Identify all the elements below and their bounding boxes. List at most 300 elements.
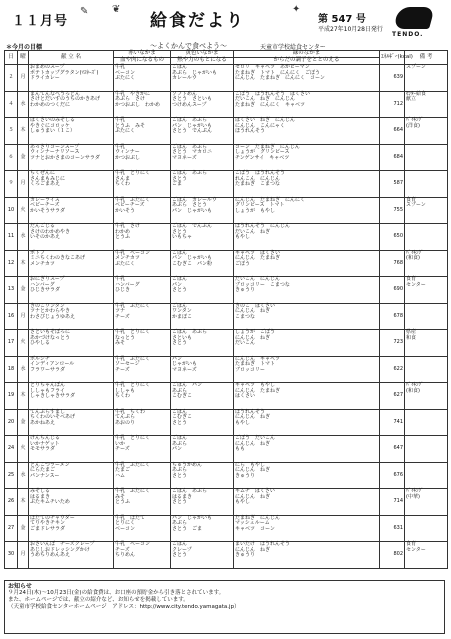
table-row	[5, 171, 448, 198]
red-cell-line: ぶたにく	[115, 75, 136, 81]
green-cell	[234, 462, 380, 489]
table-row	[5, 303, 448, 330]
menu-cell-line: はくさいのみそしる	[30, 117, 76, 123]
table-row	[5, 330, 448, 357]
yellow-cell-line: ごはん あぶら	[172, 488, 208, 494]
yellow-cell	[171, 118, 234, 145]
note-cell-line: (和食)	[406, 387, 420, 394]
menu-cell-line: さんまもみじに	[30, 175, 66, 182]
menu-cell-line: はるまき	[30, 493, 51, 500]
note-cell-line: 県産	[406, 329, 417, 335]
green-cell-line: にんじん ねぎ	[235, 467, 271, 473]
menu-cell-line: ハンバーグ	[30, 281, 55, 288]
dow-cell: 月	[18, 171, 29, 198]
menu-cell-line: あじしおドレッシングかけ	[30, 546, 90, 553]
green-cell-line: だいこん	[235, 340, 256, 346]
notice-box	[4, 580, 445, 634]
note-cell-line: 献立	[406, 96, 417, 102]
yellow-cell-line: さとう	[172, 228, 188, 235]
yellow-cell-line: ごはん あぶら	[172, 329, 208, 335]
red-cell-line: ぶたにく	[115, 260, 136, 267]
yellow-cell-line: はるまき	[172, 493, 193, 500]
red-cell	[114, 65, 171, 92]
day-cell: 12	[5, 250, 18, 277]
yellow-cell-line: さといも	[172, 334, 193, 341]
green-cell	[234, 224, 380, 251]
kcal-cell: 802	[380, 542, 405, 569]
yellow-cell	[171, 356, 234, 383]
menu-cell-line: いかナゲット	[30, 440, 60, 447]
newsletter-header	[0, 0, 451, 50]
notice-title: お知らせ	[8, 583, 32, 590]
note-cell-line: ﾊﾞｲｷﾝｸﾞ	[406, 488, 424, 494]
kcal-cell: 741	[380, 409, 405, 436]
table-row	[5, 436, 448, 463]
kcal-cell: 684	[380, 144, 405, 171]
col-dow: 曜	[18, 51, 29, 65]
menu-cell	[29, 356, 114, 383]
yellow-cell	[171, 65, 234, 92]
menu-cell	[29, 330, 114, 357]
menu-cell-line: ごまドレサラダ	[30, 525, 65, 532]
red-cell-line: ぶたにく	[115, 128, 136, 134]
menu-cell-line: にらたまご	[30, 467, 56, 473]
yellow-cell	[171, 250, 234, 277]
menu-cell	[29, 515, 114, 542]
dow-cell: 火	[18, 330, 29, 357]
logo-mark	[393, 7, 435, 29]
note-cell	[405, 277, 448, 304]
red-cell	[114, 356, 171, 383]
note-cell	[405, 91, 448, 118]
green-cell-line: たまねぎ にんじん	[235, 514, 281, 521]
note-cell	[405, 303, 448, 330]
yellow-cell-line: マヨネーズ	[172, 366, 197, 373]
menu-cell-line: あっさりコーンスープ	[30, 143, 80, 150]
menu-cell	[29, 65, 114, 92]
red-cell-line: とうふ	[115, 234, 131, 240]
green-cell-line: にんじん たまねぎ	[235, 387, 281, 394]
table-row	[5, 250, 448, 277]
yellow-cell-line: パン	[172, 281, 183, 288]
green-cell	[234, 171, 380, 198]
menu-cell-line: ポテトカップグラタン(ﾏﾖﾈｰｽﾞ)	[30, 69, 99, 76]
kcal-cell: 723	[380, 330, 405, 357]
red-cell	[114, 383, 171, 410]
green-cell-line: ごぼう ほうれんそう	[235, 170, 286, 176]
red-cell-line: チーズ	[115, 446, 130, 452]
menu-cell-line: いそのかあえ	[30, 234, 61, 240]
green-cell-line: キャベツ もやし	[235, 382, 276, 388]
red-cell-line: ベーコン	[115, 69, 136, 76]
green-cell-line: だいこん にんじん	[235, 276, 281, 282]
yellow-cell	[171, 436, 234, 463]
green-cell-line: にんじん たまねぎ	[235, 255, 281, 261]
red-cell-line: 牛乳 ベーコン	[115, 249, 151, 256]
green-cell	[234, 356, 380, 383]
red-cell	[114, 436, 171, 463]
table-row	[5, 542, 448, 569]
yellow-cell-line: じゃがいも	[172, 361, 198, 367]
kcal-cell: 639	[380, 65, 405, 92]
green-cell-line: はくさい	[235, 393, 256, 399]
table-row	[5, 65, 448, 92]
yellow-cell	[171, 489, 234, 516]
yellow-cell-line: ごはん	[172, 302, 188, 309]
menu-cell-line: わさびじょうゆあえ	[30, 313, 76, 320]
note-cell-line: ﾊﾞｲｷﾝｸﾞ	[406, 382, 424, 388]
green-cell-line: たまねぎ トマト	[235, 361, 276, 367]
menu-cell	[29, 542, 114, 569]
day-cell: 30	[5, 542, 18, 569]
menu-cell	[29, 436, 114, 463]
yellow-cell-line: ソフトめん	[172, 90, 198, 97]
red-cell-line: とうふ みそ	[115, 122, 146, 129]
green-cell-line: ほうれんそう	[235, 128, 266, 134]
menu-cell-line: インディアンロール	[30, 361, 75, 367]
yellow-cell-line: さとう	[172, 340, 188, 346]
table-row	[5, 118, 448, 145]
kcal-cell: 627	[380, 383, 405, 410]
col-yellow-sub: 熱や力のもとになる	[171, 58, 234, 65]
yellow-cell	[171, 542, 234, 569]
yellow-cell-line: パン じゃがいも	[172, 207, 213, 214]
red-cell	[114, 91, 171, 118]
green-cell-line: はくさい ねぎ にんじん	[235, 117, 296, 123]
note-cell	[405, 356, 448, 383]
yellow-cell-line: さとう	[172, 499, 188, 505]
note-cell	[405, 224, 448, 251]
menu-cell-line: ほたてのチャウダー	[30, 514, 75, 521]
green-cell-line: たまねぎ トマト にんにく ごぼう	[235, 69, 321, 76]
menu-cell	[29, 171, 114, 198]
yellow-cell	[171, 515, 234, 542]
yellow-cell-line: あぶら さとう	[172, 202, 208, 208]
green-cell-line: にんじん ねぎ	[235, 440, 271, 447]
yellow-cell-line: ちゅうかめん	[172, 461, 203, 468]
menu-cell-line: みそしる	[30, 488, 51, 494]
yellow-cell-line: こむぎこ	[172, 393, 193, 399]
green-cell-line: ごぼう	[235, 260, 251, 267]
note-cell-line: ﾊﾞｲｷﾝｸﾞ	[406, 117, 424, 123]
red-cell-line: かつおぶし わかめ	[115, 101, 161, 108]
menu-cell-line: あかづけなっとう	[30, 334, 71, 341]
green-cell-line: しょうが もやし	[235, 207, 276, 214]
note-cell-line: 食育	[406, 276, 417, 282]
yellow-cell-line: マヨネーズ	[172, 154, 197, 161]
note-cell-line: 和食	[406, 334, 417, 341]
dow-cell: 金	[18, 409, 29, 436]
day-cell: 17	[5, 330, 18, 357]
col-green-sub: からだの調子をととのえる	[234, 58, 380, 65]
note-cell	[405, 250, 448, 277]
yellow-cell	[171, 171, 234, 198]
dow-cell: 月	[18, 303, 29, 330]
yellow-cell	[171, 197, 234, 224]
menu-cell-line: あかねあえ	[30, 419, 56, 426]
yellow-cell-line: こむぎこ	[172, 414, 193, 420]
dow-cell: 月	[18, 65, 29, 92]
day-cell: 26	[5, 489, 18, 516]
yellow-cell-line: ごま	[172, 181, 183, 187]
yellow-cell-line: さとう さといも	[172, 96, 213, 102]
red-cell-line: 牛乳 ぶたにく	[115, 488, 151, 494]
tendo-logo	[392, 5, 436, 41]
green-cell-line: チンゲンサイ キャベツ	[235, 154, 290, 161]
note-cell-line: (洋食)	[406, 122, 420, 129]
yellow-cell-line: ごはん パン	[172, 382, 203, 388]
red-cell-line: たまご	[115, 467, 131, 473]
table-row	[5, 224, 448, 251]
menu-cell-line: モモサラダ	[30, 446, 55, 452]
menu-cell-line: てんぷらすまし	[30, 408, 66, 415]
menu-cell-line: しゃきしゃきサラダ	[30, 393, 75, 399]
red-cell-line: ししゃも	[115, 387, 136, 394]
menu-cell-line: ちくぜんに	[30, 170, 56, 176]
red-cell-line: わかめ	[115, 228, 131, 235]
dow-cell: 水	[18, 224, 29, 251]
green-cell-line: にんじん ねぎ	[235, 334, 271, 341]
green-cell	[234, 489, 380, 516]
menu-cell-line: けんちんじる	[30, 435, 61, 441]
note-cell	[405, 330, 448, 357]
menu-cell-line: まんてんなべうろどん	[30, 90, 81, 97]
yellow-cell-line: ごはん	[172, 64, 188, 70]
yellow-cell-line: パン じゃがいも	[172, 255, 213, 261]
menu-cell-line: とりちゃんぽん	[30, 382, 66, 388]
note-cell	[405, 118, 448, 145]
green-cell	[234, 542, 380, 569]
menu-cell-line: うめちりめんあえ	[30, 552, 71, 558]
green-cell-line: もやし	[235, 419, 251, 426]
sparkle-icon: ✦	[292, 4, 301, 15]
green-cell-line: キャベツ はくさい	[235, 249, 281, 256]
menu-cell-line: くろごまあえ	[30, 181, 61, 187]
kcal-cell: 664	[380, 118, 405, 145]
note-cell	[405, 409, 448, 436]
menu-cell-line: しゅうまい（１こ）	[30, 128, 76, 134]
kcal-cell: 650	[380, 224, 405, 251]
menu-cell-line: わかめのつくだに	[30, 101, 71, 108]
green-cell-line: きゅうり	[235, 552, 256, 558]
yellow-cell-line: あぶら じゃがいも	[172, 69, 218, 76]
green-cell-line: きゅうり	[235, 472, 256, 479]
yellow-cell-line: さとう	[172, 175, 188, 182]
dow-cell: 木	[18, 489, 29, 516]
menu-cell-line: ぶたキムチいため	[30, 499, 70, 505]
yellow-cell	[171, 91, 234, 118]
yellow-cell	[171, 409, 234, 436]
col-menu: 献 立 名	[29, 51, 114, 65]
kcal-cell: 631	[380, 515, 405, 542]
yellow-cell-line: パン	[172, 355, 183, 362]
red-cell-line: ちりめん	[115, 552, 136, 558]
day-cell: 19	[5, 383, 18, 410]
green-cell-line: ブロッコリー	[235, 366, 265, 373]
menu-cell-line: ドライカレー	[30, 75, 60, 81]
red-cell	[114, 224, 171, 251]
menu-cell-line: おまめのスープ	[30, 64, 65, 70]
menu-cell-line: だんごじる	[30, 223, 56, 229]
menu-cell-line: かいそうサラダ	[30, 207, 65, 214]
green-cell-line: にら もやし	[235, 461, 266, 468]
kcal-cell: 678	[380, 303, 405, 330]
red-cell-line: 牛乳 とりにく	[115, 170, 151, 176]
yellow-cell-line: ごはん	[172, 276, 188, 282]
note-cell-line: スプーン	[406, 64, 426, 70]
yellow-cell-line: あぶら	[172, 467, 188, 473]
col-yellow: 黄色いなかま	[171, 51, 234, 58]
issue-month: １１月号	[12, 14, 69, 29]
green-cell-line: にんじん たまねぎ にんにく コーン	[235, 75, 325, 81]
yellow-cell	[171, 330, 234, 357]
menu-cell-line: メンチカツ	[30, 260, 55, 267]
menu-cell	[29, 277, 114, 304]
green-cell-line: にんじん たまねぎ にんにく	[235, 196, 306, 203]
green-cell	[234, 383, 380, 410]
table-row	[5, 515, 448, 542]
note-cell	[405, 65, 448, 92]
green-cell	[234, 303, 380, 330]
red-cell-line: さんま	[115, 175, 131, 182]
table-row	[5, 462, 448, 489]
col-red: 赤いなかま	[114, 51, 171, 58]
red-cell-line: ソーセージ	[115, 361, 140, 367]
menu-cell-line: やきぐにコロッケ	[30, 122, 70, 129]
red-cell	[114, 515, 171, 542]
dow-cell: 水	[18, 356, 29, 383]
green-cell-line: コーン たまねぎ にんじん	[235, 143, 300, 150]
red-cell	[114, 330, 171, 357]
red-cell-line: 牛乳	[115, 276, 126, 282]
green-cell-line: にんじん ねぎ	[235, 493, 271, 500]
yellow-cell-line: さとう	[172, 552, 188, 558]
yellow-cell-line: かまぼこ	[172, 313, 193, 320]
day-cell: 20	[5, 409, 18, 436]
menu-table	[4, 50, 448, 569]
kcal-cell: 676	[380, 462, 405, 489]
green-cell-line: しょうが ごぼう	[235, 329, 276, 335]
menu-cell-line: パンナンスー	[30, 472, 60, 479]
yellow-cell-line: こむぎこ パン粉	[172, 260, 213, 267]
day-cell: ９	[5, 171, 18, 198]
red-cell-line: とうふ	[115, 499, 131, 505]
notice-line: また、ホームページでは、献立の紹介など、お知らせを掲載しています。	[8, 597, 189, 603]
note-cell	[405, 197, 448, 224]
red-cell-line: ツナ	[115, 308, 126, 314]
note-cell	[405, 171, 448, 198]
notice-line: ９月24日(木)～10月23日(金)の給食費は、お口座の預貯金から引き落とされています。	[8, 590, 225, 596]
leaf-icon: ❦	[112, 4, 121, 15]
yellow-cell	[171, 383, 234, 410]
note-cell-line: ｾﾝﾀｰ給食	[406, 90, 427, 97]
menu-cell	[29, 197, 114, 224]
red-cell-line: チーズ	[115, 313, 130, 320]
red-cell-line: 牛乳	[115, 117, 126, 123]
green-cell	[234, 515, 380, 542]
green-cell-line: だいこん ねぎ	[235, 228, 271, 235]
day-cell: ６	[5, 144, 18, 171]
red-cell-line: てんぷら	[115, 414, 136, 420]
green-cell-line: にんじん ねぎ	[235, 414, 271, 420]
yellow-cell-line: パン じゃがいも	[172, 514, 213, 521]
note-cell	[405, 383, 448, 410]
menu-cell-line: ひじきサラダ	[30, 287, 60, 293]
dow-cell: 木	[18, 250, 29, 277]
note-cell-line: (中華)	[406, 493, 420, 500]
red-cell-line: ウィンナー	[115, 149, 140, 155]
red-cell-line: ベビーチーズ	[115, 202, 145, 208]
table-row	[5, 277, 448, 304]
red-cell-line: 牛乳	[115, 143, 126, 150]
red-cell-line: ちくわ	[115, 181, 131, 187]
red-cell-line: ハンバーグ	[115, 281, 140, 288]
red-cell-line: ハム	[115, 472, 126, 479]
table-row	[5, 383, 448, 410]
red-cell-line: かつおぶし	[115, 154, 141, 161]
green-cell-line: にんじん こんにゃく	[235, 122, 285, 129]
menu-cell	[29, 489, 114, 516]
note-cell	[405, 144, 448, 171]
red-cell-line: なっとう	[115, 334, 136, 341]
red-cell	[114, 171, 171, 198]
table-row	[5, 91, 448, 118]
green-cell-line: にんじん ねぎ	[235, 308, 271, 314]
green-cell	[234, 250, 380, 277]
menu-cell	[29, 91, 114, 118]
red-cell-line: 牛乳 さけ	[115, 223, 141, 229]
menu-cell-line: ボルシチ	[30, 355, 50, 362]
green-cell-line: たまねぎ にんにく キャベツ	[235, 101, 306, 108]
note-cell	[405, 515, 448, 542]
red-cell-line: 牛乳 ちくわ	[115, 408, 146, 415]
red-cell-line: みそ	[115, 493, 126, 500]
note-cell	[405, 489, 448, 516]
yellow-cell-line: ごはん あぶら	[172, 170, 208, 176]
menu-cell	[29, 118, 114, 145]
green-cell-line: キャベツ コーン	[235, 525, 275, 532]
yellow-cell	[171, 144, 234, 171]
red-cell-line: 牛乳 ぶたにく	[115, 196, 151, 203]
red-cell-line: みそ	[115, 340, 126, 346]
red-cell	[114, 409, 171, 436]
green-cell-line: セロリ キャベツ あかピーマン	[235, 64, 310, 70]
dow-cell: 木	[18, 118, 29, 145]
col-note: 備 考	[405, 51, 448, 65]
red-cell-line: いか	[115, 440, 126, 447]
green-cell-line: れんこん にんじん	[235, 175, 281, 182]
yellow-cell-line: さとう でんぷん	[172, 128, 213, 134]
kcal-cell: 714	[380, 489, 405, 516]
notice-line: （天童市学校給食センターホームページ アドレス：http://www.city.tendo.yamagata.jp）	[8, 604, 240, 610]
menu-cell-line: きのこワンタン	[30, 302, 65, 309]
green-cell-line: ほうれんそう	[235, 408, 266, 415]
yellow-cell-line: ごはん カレールウ	[172, 196, 217, 203]
red-cell-line: 牛乳 ぶたにく	[115, 461, 151, 468]
yellow-cell-line: あぶら	[172, 440, 188, 447]
red-cell-line: あぶら さけ	[115, 96, 146, 102]
red-cell	[114, 462, 171, 489]
col-green: 緑のなかま	[234, 51, 380, 58]
dow-cell: 水	[18, 462, 29, 489]
green-cell-line: ほうれんそう にんじん	[235, 223, 291, 229]
red-cell	[114, 144, 171, 171]
red-cell-line: あおのり	[115, 419, 136, 426]
yellow-cell-line: さとう	[172, 419, 188, 426]
monthly-goal-label: ＊今月の目標	[6, 44, 43, 51]
issue-date: 平成27年10月28日発行	[318, 26, 383, 33]
menu-cell-line: さけとだいずのうちのかきあげ	[30, 96, 101, 102]
